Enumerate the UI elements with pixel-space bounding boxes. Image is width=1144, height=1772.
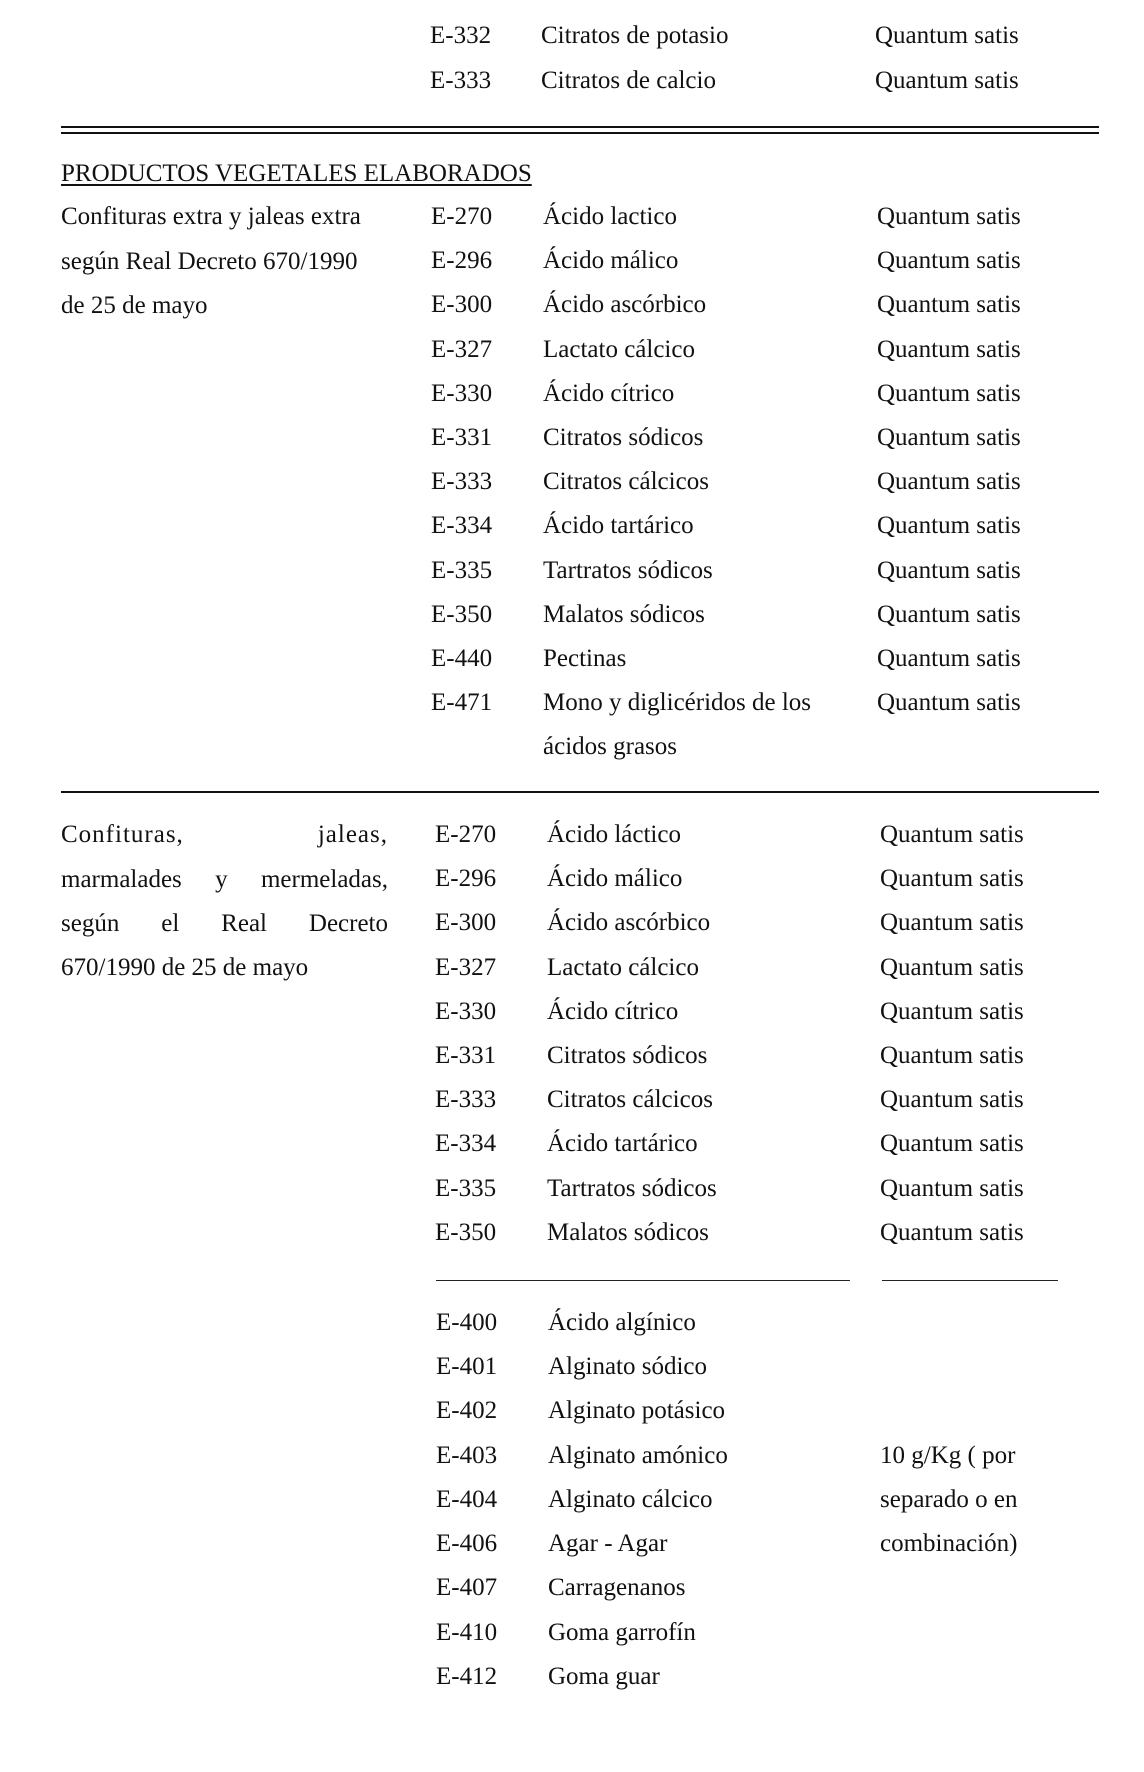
table-cell-code: E-270 bbox=[431, 203, 493, 230]
table-cell-code: E-327 bbox=[431, 336, 493, 363]
table-cell-code: E-334 bbox=[431, 512, 493, 539]
table-cell-additive: Ácido málico bbox=[543, 247, 679, 274]
table-cell-limit: Quantum satis bbox=[877, 645, 1021, 672]
table-cell-limit: Quantum satis bbox=[880, 1042, 1024, 1069]
table-cell-additive: Goma guar bbox=[548, 1663, 660, 1690]
table-cell-limit: Quantum satis bbox=[877, 203, 1021, 230]
table-cell-limit: Quantum satis bbox=[877, 336, 1021, 363]
table-cell-code: E-410 bbox=[436, 1619, 498, 1646]
table-cell-code: E-300 bbox=[431, 291, 493, 318]
table-cell-limit: Quantum satis bbox=[877, 291, 1021, 318]
table-cell-code: E-406 bbox=[436, 1530, 498, 1557]
table-cell-code: E-471 bbox=[431, 689, 493, 716]
table-cell-additive: Citratos sódicos bbox=[547, 1042, 708, 1069]
group-separator-rule bbox=[61, 791, 1099, 793]
table-cell-limit: Quantum satis bbox=[880, 909, 1024, 936]
subgroup-separator-rule bbox=[882, 1280, 1058, 1281]
table-cell-additive: Ácido ascórbico bbox=[543, 291, 707, 318]
table-cell-code: E-407 bbox=[436, 1574, 498, 1601]
table-cell-code: E-335 bbox=[435, 1175, 497, 1202]
table-cell-additive: Citratos de potasio bbox=[541, 22, 729, 49]
table-cell-additive: Alginato sódico bbox=[548, 1353, 708, 1380]
table-cell-additive: Carragenanos bbox=[548, 1574, 686, 1601]
table-cell-limit: Quantum satis bbox=[877, 424, 1021, 451]
group2-description-line: Confituras, jaleas, bbox=[61, 821, 388, 848]
table-cell-code: E-401 bbox=[436, 1353, 498, 1380]
table-cell-additive: Malatos sódicos bbox=[547, 1219, 709, 1246]
table-cell-additive: Lactato cálcico bbox=[543, 336, 695, 363]
table-cell-limit: Quantum satis bbox=[877, 380, 1021, 407]
double-rule-bottom bbox=[61, 132, 1099, 134]
table-cell-code: E-331 bbox=[435, 1042, 497, 1069]
table-cell-additive: Alginato amónico bbox=[548, 1442, 728, 1469]
table-cell-code: E-403 bbox=[436, 1442, 498, 1469]
table-cell-additive: Citratos sódicos bbox=[543, 424, 704, 451]
table-cell-additive: Pectinas bbox=[543, 645, 627, 672]
table-cell-limit: Quantum satis bbox=[880, 1219, 1024, 1246]
table-cell-additive: Alginato potásico bbox=[548, 1397, 726, 1424]
table-cell-additive: Lactato cálcico bbox=[547, 954, 699, 981]
group2-description-line: marmalades y mermeladas, bbox=[61, 866, 388, 893]
table-cell-code: E-333 bbox=[435, 1086, 497, 1113]
table-cell-code: E-335 bbox=[431, 557, 493, 584]
table-cell-limit: Quantum satis bbox=[880, 1086, 1024, 1113]
table-cell-limit: Quantum satis bbox=[875, 67, 1019, 94]
table-cell-additive: Citratos de calcio bbox=[541, 67, 716, 94]
table-cell-code: E-333 bbox=[430, 67, 492, 94]
table-cell-code: E-412 bbox=[436, 1663, 498, 1690]
table-cell-additive: Ácido tartárico bbox=[543, 512, 694, 539]
table-cell-limit: Quantum satis bbox=[877, 512, 1021, 539]
table-cell-additive: Ácido málico bbox=[547, 865, 683, 892]
table-cell-limit: Quantum satis bbox=[880, 821, 1024, 848]
table-cell-code: E-333 bbox=[431, 468, 493, 495]
table-cell-code: E-300 bbox=[435, 909, 497, 936]
table-cell-code: E-330 bbox=[431, 380, 493, 407]
table-cell-code: E-330 bbox=[435, 998, 497, 1025]
table-cell-additive: Mono y diglicéridos de los bbox=[543, 689, 812, 716]
table-cell-code: E-270 bbox=[435, 821, 497, 848]
table-cell-code: E-334 bbox=[435, 1130, 497, 1157]
group1-description-line: de 25 de mayo bbox=[61, 292, 208, 319]
table-cell-code: E-296 bbox=[431, 247, 493, 274]
table-cell-additive: Tartratos sódicos bbox=[547, 1175, 717, 1202]
table-cell-additive: Agar - Agar bbox=[548, 1530, 668, 1557]
gel-limit-line: 10 g/Kg ( por bbox=[880, 1442, 1016, 1469]
table-cell-limit: Quantum satis bbox=[877, 601, 1021, 628]
table-cell-code: E-327 bbox=[435, 954, 497, 981]
table-cell-limit: Quantum satis bbox=[875, 22, 1019, 49]
table-cell-limit: Quantum satis bbox=[880, 954, 1024, 981]
table-cell-additive: Alginato cálcico bbox=[548, 1486, 713, 1513]
table-cell-code: E-440 bbox=[431, 645, 493, 672]
table-cell-limit: Quantum satis bbox=[880, 1175, 1024, 1202]
table-cell-code: E-404 bbox=[436, 1486, 498, 1513]
group1-description-line: según Real Decreto 670/1990 bbox=[61, 248, 358, 275]
table-cell-additive: Tartratos sódicos bbox=[543, 557, 713, 584]
table-cell-code: E-331 bbox=[431, 424, 493, 451]
table-cell-additive: Citratos cálcicos bbox=[547, 1086, 713, 1113]
table-cell-limit: Quantum satis bbox=[877, 468, 1021, 495]
table-cell-additive: Ácido láctico bbox=[547, 821, 681, 848]
table-cell-additive-continuation: ácidos grasos bbox=[543, 733, 677, 760]
table-cell-limit: Quantum satis bbox=[877, 557, 1021, 584]
gel-limit-line: separado o en bbox=[880, 1486, 1018, 1513]
group2-description-line: 670/1990 de 25 de mayo bbox=[61, 954, 309, 981]
table-cell-code: E-402 bbox=[436, 1397, 498, 1424]
table-cell-code: E-400 bbox=[436, 1309, 498, 1336]
table-cell-additive: Citratos cálcicos bbox=[543, 468, 709, 495]
table-cell-code: E-350 bbox=[435, 1219, 497, 1246]
table-cell-additive: Malatos sódicos bbox=[543, 601, 705, 628]
section-title: PRODUCTOS VEGETALES ELABORADOS bbox=[61, 160, 532, 187]
table-cell-limit: Quantum satis bbox=[880, 865, 1024, 892]
group1-description-line: Confituras extra y jaleas extra bbox=[61, 203, 361, 230]
double-rule-top bbox=[61, 126, 1099, 128]
table-cell-additive: Ácido cítrico bbox=[543, 380, 675, 407]
table-cell-additive: Ácido cítrico bbox=[547, 998, 679, 1025]
table-cell-code: E-332 bbox=[430, 22, 492, 49]
table-cell-additive: Ácido ascórbico bbox=[547, 909, 711, 936]
table-cell-additive: Goma garrofín bbox=[548, 1619, 696, 1646]
group2-description-line: según el Real Decreto bbox=[61, 910, 388, 937]
table-cell-additive: Ácido lactico bbox=[543, 203, 677, 230]
table-cell-additive: Ácido tartárico bbox=[547, 1130, 698, 1157]
table-cell-limit: Quantum satis bbox=[880, 1130, 1024, 1157]
table-cell-limit: Quantum satis bbox=[877, 689, 1021, 716]
table-cell-limit: Quantum satis bbox=[877, 247, 1021, 274]
table-cell-limit: Quantum satis bbox=[880, 998, 1024, 1025]
table-cell-additive: Ácido algínico bbox=[548, 1309, 696, 1336]
table-cell-code: E-296 bbox=[435, 865, 497, 892]
gel-limit-line: combinación) bbox=[880, 1530, 1018, 1557]
subgroup-separator-rule bbox=[436, 1280, 850, 1281]
table-cell-code: E-350 bbox=[431, 601, 493, 628]
